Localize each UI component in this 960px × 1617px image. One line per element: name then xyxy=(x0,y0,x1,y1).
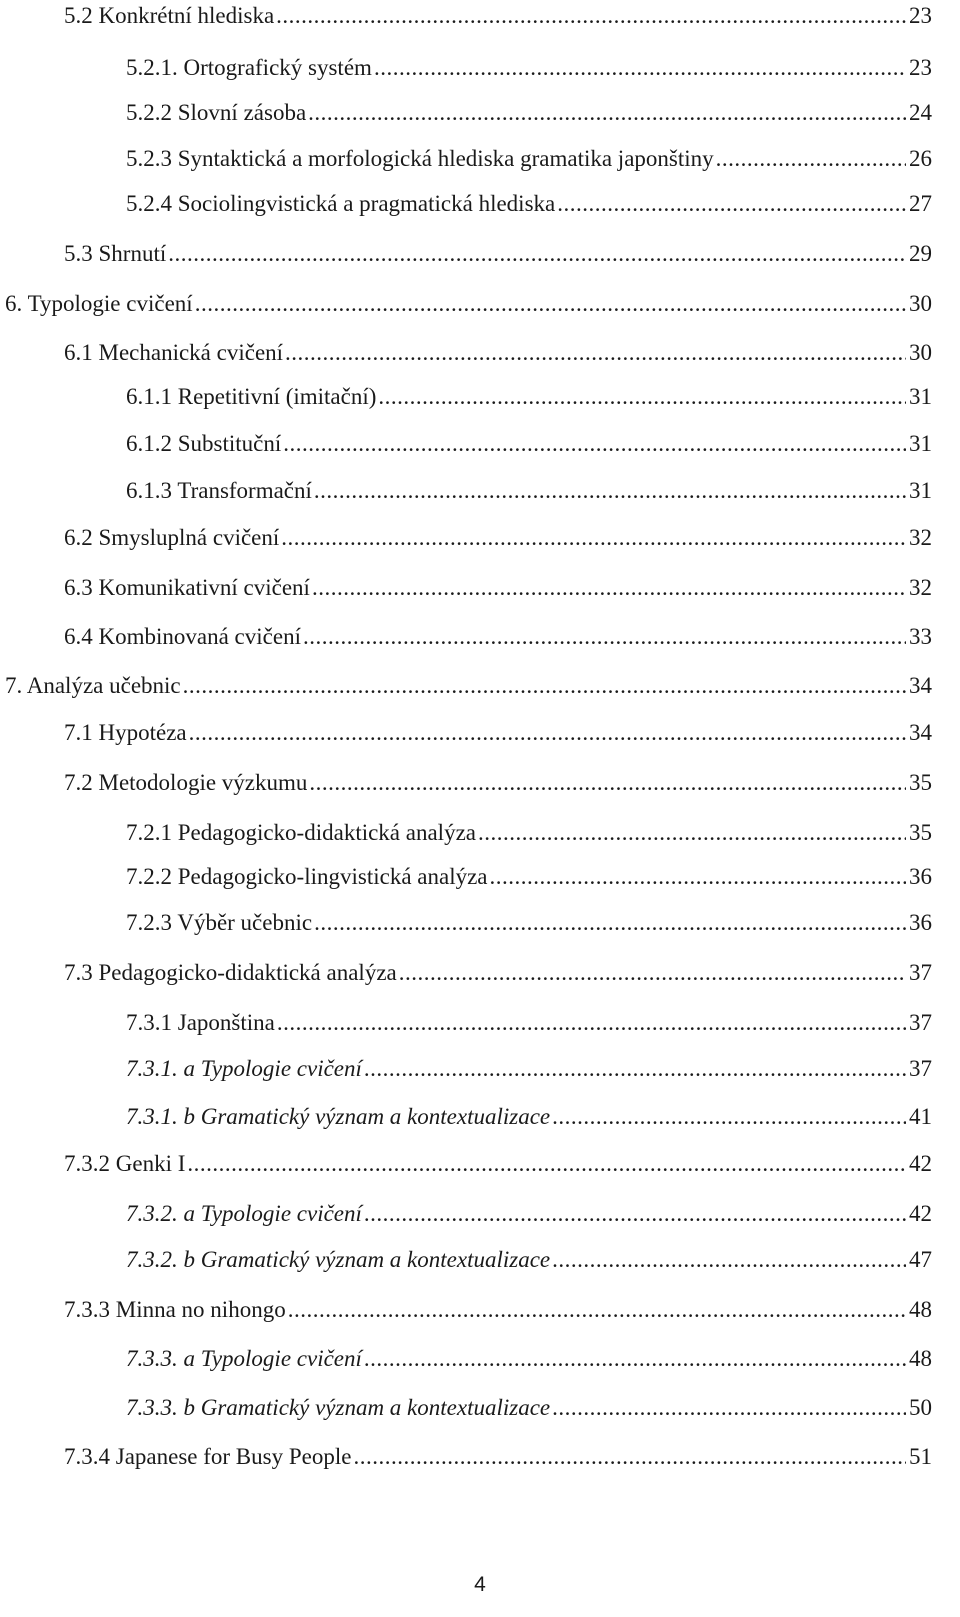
toc-entry-label: 5.2.4 Sociolingvistická a pragmatická hlediska xyxy=(126,191,556,216)
toc-entry-label: 6. Typologie cvičení xyxy=(5,291,193,316)
toc-entry-page-number: 30 xyxy=(909,340,932,365)
toc-entry[interactable] xyxy=(126,428,932,460)
toc-entry-label: 6.2 Smysluplná cvičení xyxy=(64,525,280,550)
toc-entry-page-number: 35 xyxy=(909,820,932,845)
toc-entry[interactable] xyxy=(126,1198,932,1230)
toc-entry-page-number: 37 xyxy=(909,1056,932,1081)
toc-leader-dots xyxy=(552,1101,906,1133)
toc-entry-label: 7.3.1. b Gramatický význam a kontextualizace xyxy=(126,1104,551,1129)
toc-entry[interactable] xyxy=(64,621,932,653)
toc-entry[interactable] xyxy=(126,1007,932,1039)
toc-leader-dots xyxy=(183,670,906,702)
toc-entry[interactable] xyxy=(64,767,932,799)
page-number: 4 xyxy=(474,1573,486,1596)
toc-entry[interactable] xyxy=(64,1441,932,1473)
toc-entry[interactable] xyxy=(64,572,932,604)
toc-entry-label: 7.3 Pedagogicko-didaktická analýza xyxy=(64,960,397,985)
toc-leader-dots xyxy=(285,337,906,369)
toc-entry[interactable] xyxy=(126,188,932,220)
toc-leader-dots xyxy=(353,1441,906,1473)
toc-entry-label: 6.4 Kombinovaná cvičení xyxy=(64,624,301,649)
toc-entry[interactable] xyxy=(126,475,932,507)
toc-leader-dots xyxy=(312,572,906,604)
toc-entry[interactable] xyxy=(126,1244,932,1276)
toc-entry-page-number: 32 xyxy=(909,525,932,550)
toc-entry-page-number: 41 xyxy=(909,1104,932,1129)
toc-entry-label: 7.2.2 Pedagogicko-lingvistická analýza xyxy=(126,864,488,889)
toc-leader-dots xyxy=(314,475,906,507)
toc-leader-dots xyxy=(478,817,906,849)
toc-leader-dots xyxy=(308,97,906,129)
toc-entry[interactable] xyxy=(126,1053,932,1085)
toc-leader-dots xyxy=(303,621,906,653)
toc-entry[interactable] xyxy=(64,238,932,270)
toc-entry-page-number: 42 xyxy=(909,1201,932,1226)
toc-entry[interactable] xyxy=(64,0,932,32)
toc-leader-dots xyxy=(374,52,906,84)
toc-leader-dots xyxy=(168,238,906,270)
toc-entry-page-number: 24 xyxy=(909,100,932,125)
toc-entry-label: 7.3.3 Minna no nihongo xyxy=(64,1297,286,1322)
toc-entry-page-number: 26 xyxy=(909,146,932,171)
toc-entry-label: 7.3.4 Japanese for Busy People xyxy=(64,1444,352,1469)
toc-leader-dots xyxy=(557,188,906,220)
toc-leader-dots xyxy=(378,381,906,413)
toc-entry-page-number: 34 xyxy=(909,720,932,745)
toc-entry[interactable] xyxy=(126,143,932,175)
toc-entry[interactable] xyxy=(126,1101,932,1133)
toc-entry-label: 7.3.3. b Gramatický význam a kontextualizace xyxy=(126,1395,551,1420)
toc-entry[interactable] xyxy=(126,861,932,893)
toc-entry-label: 5.2 Konkrétní hlediska xyxy=(64,3,275,28)
toc-entry-page-number: 33 xyxy=(909,624,932,649)
toc-entry-page-number: 32 xyxy=(909,575,932,600)
toc-entry[interactable] xyxy=(64,1148,932,1180)
toc-entry-label: 7.3.1 Japonština xyxy=(126,1010,275,1035)
toc-leader-dots xyxy=(276,0,906,32)
toc-entry-page-number: 36 xyxy=(909,910,932,935)
toc-entry-page-number: 29 xyxy=(909,241,932,266)
toc-entry[interactable] xyxy=(126,52,932,84)
toc-entry-page-number: 34 xyxy=(909,673,932,698)
toc-leader-dots xyxy=(283,428,906,460)
toc-entry-label: 7.3.2. a Typologie cvičení xyxy=(126,1201,362,1226)
toc-leader-dots xyxy=(189,717,906,749)
toc-entry[interactable] xyxy=(64,337,932,369)
toc-entry-page-number: 47 xyxy=(909,1247,932,1272)
toc-entry[interactable] xyxy=(64,717,932,749)
toc-entry-page-number: 48 xyxy=(909,1297,932,1322)
toc-entry-page-number: 51 xyxy=(909,1444,932,1469)
toc-entry-page-number: 31 xyxy=(909,431,932,456)
toc-entry-label: 7.2.3 Výběr učebnic xyxy=(126,910,313,935)
toc-entry-label: 7. Analýza učebnic xyxy=(5,673,181,698)
toc-entry[interactable] xyxy=(126,1343,932,1375)
toc-entry-page-number: 31 xyxy=(909,384,932,409)
toc-entry-page-number: 31 xyxy=(909,478,932,503)
toc-leader-dots xyxy=(314,907,906,939)
toc-leader-dots xyxy=(187,1148,906,1180)
toc-entry-page-number: 23 xyxy=(909,55,932,80)
toc-leader-dots xyxy=(399,957,906,989)
toc-entry-page-number: 27 xyxy=(909,191,932,216)
toc-entry-page-number: 36 xyxy=(909,864,932,889)
toc-entry-label: 7.3.2 Genki I xyxy=(64,1151,186,1176)
toc-entry-label: 7.2 Metodologie výzkumu xyxy=(64,770,308,795)
toc-entry[interactable] xyxy=(126,1392,932,1424)
toc-leader-dots xyxy=(364,1343,906,1375)
toc-entry-label: 6.1 Mechanická cvičení xyxy=(64,340,284,365)
toc-entry-label: 6.1.1 Repetitivní (imitační) xyxy=(126,384,377,409)
toc-entry[interactable] xyxy=(5,670,932,702)
toc-entry-label: 5.2.1. Ortografický systém xyxy=(126,55,372,80)
toc-entry-label: 7.1 Hypotéza xyxy=(64,720,187,745)
toc-entry[interactable] xyxy=(64,957,932,989)
toc-entry[interactable] xyxy=(126,907,932,939)
toc-entry[interactable] xyxy=(126,97,932,129)
toc-entry-label: 6.1.3 Transformační xyxy=(126,478,312,503)
toc-leader-dots xyxy=(552,1392,906,1424)
toc-entry-page-number: 35 xyxy=(909,770,932,795)
toc-leader-dots xyxy=(716,143,906,175)
toc-entry[interactable] xyxy=(5,288,932,320)
toc-entry-label: 5.2.2 Slovní zásoba xyxy=(126,100,307,125)
toc-entry-page-number: 42 xyxy=(909,1151,932,1176)
toc-leader-dots xyxy=(195,288,906,320)
toc-entry[interactable] xyxy=(126,381,932,413)
toc-entry-label: 7.2.1 Pedagogicko-didaktická analýza xyxy=(126,820,476,845)
toc-entry-page-number: 48 xyxy=(909,1346,932,1371)
toc-entry[interactable] xyxy=(126,817,932,849)
toc-leader-dots xyxy=(277,1007,906,1039)
toc-leader-dots xyxy=(309,767,906,799)
toc-entry-page-number: 50 xyxy=(909,1395,932,1420)
toc-entry-page-number: 30 xyxy=(909,291,932,316)
toc-leader-dots xyxy=(552,1244,906,1276)
toc-leader-dots xyxy=(288,1294,906,1326)
toc-leader-dots xyxy=(364,1198,906,1230)
toc-entry-label: 7.3.2. b Gramatický význam a kontextualizace xyxy=(126,1247,551,1272)
toc-entry-page-number: 37 xyxy=(909,1010,932,1035)
toc-entry-page-number: 37 xyxy=(909,960,932,985)
toc-entry[interactable] xyxy=(64,522,932,554)
toc-entry-label: 5.3 Shrnutí xyxy=(64,241,167,266)
toc-entry-label: 7.3.3. a Typologie cvičení xyxy=(126,1346,362,1371)
toc-leader-dots xyxy=(364,1053,906,1085)
toc-entry[interactable] xyxy=(64,1294,932,1326)
toc-entry-label: 6.3 Komunikativní cvičení xyxy=(64,575,310,600)
toc-entry-page-number: 23 xyxy=(909,3,932,28)
toc-leader-dots xyxy=(490,861,906,893)
toc-entry-label: 5.2.3 Syntaktická a morfologická hlediska gramatika japonštiny xyxy=(126,146,714,171)
toc-leader-dots xyxy=(281,522,906,554)
toc-entry-label: 7.3.1. a Typologie cvičení xyxy=(126,1056,362,1081)
toc-entry-label: 6.1.2 Substituční xyxy=(126,431,282,456)
